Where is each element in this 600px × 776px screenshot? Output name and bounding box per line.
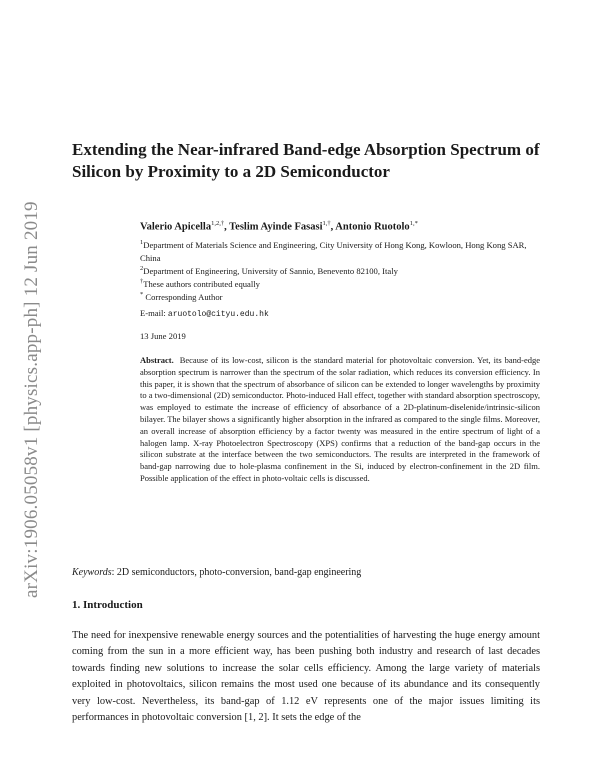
affiliation-text: Department of Materials Science and Engineering, City University of Hong Kong, Kowloon, Hong Kong SAR, China (140, 239, 527, 263)
affiliation-text: Department of Engineering, University of Sannio, Benevento 82100, Italy (143, 265, 398, 276)
paper-date: 13 June 2019 (140, 331, 186, 341)
introduction-paragraph: The need for inexpensive renewable energy sources and the potentialities of harvesting the huge energy amount coming from the sun in a more efficient way, has been pushing both industry and research of last decades towards finding new solutions to increase the solar cells efficiency. Among the large variety of materials exploited in photovoltaics, silicon remains the most used one because of its abundance and its consequently very low-cost. Nevertheless, its band-gap of 1.12 eV represents one of the major issues limiting its performances in photovoltaic conversion [1, 2]. It sets the edge of the (72, 630, 540, 724)
abstract-text: Because of its low-cost, silicon is the standard material for photovoltaic conversion. Yet, its band-edge absorption spectrum is narrower than the spectrum of the solar radiation, which reduces its conversion efficiency. In this paper, it is shown that the spectrum of absorbance of silicon can be extended to longer wavelengths by proximity to a two-dimensional (2D) semiconductor. Photo-induced Hall effect, together with standard absorption spectroscopy, was employed to estimate the increase of efficiency of absorbance of a 2D-platinum-diselenide/intrinsic-silicon bilayer. The bilayer shows a significantly higher absorption in the infrared as compared to the single films. Moreover, an overall increase of absorption efficiency by a factor twenty was measured in the entire spectrum of light of a halogen lamp. X-ray Photoelectron Spectroscopy (XPS) confirms that a reduction of the band-gap occurs in the silicon substrate at the interface between the two semiconductors. The results are interpreted in the framework of band-gap narrowing due to hole-plasma confinement in the Si, induced by electron-confinement in the 2D film. Possible application of the effect in photo-voltaic cells is discussed. (140, 355, 541, 483)
note-marker: * (140, 291, 144, 298)
note-text: Corresponding Author (143, 291, 223, 302)
email-label: E-mail: (140, 308, 168, 318)
author-name: Antonio Ruotolo (335, 221, 410, 233)
affiliation-marker: 2 (140, 265, 144, 272)
arxiv-identifier-sidebar: arXiv:1906.05058v1 [physics.app-ph] 12 Jun 2019 (21, 201, 42, 598)
keywords (72, 567, 542, 578)
author-separator: , (224, 221, 230, 233)
corresponding-author-note (140, 288, 540, 304)
note-marker: † (140, 278, 144, 285)
keywords-label: Keywords (72, 567, 112, 578)
author-affiliation-marker: 1,* (409, 220, 418, 227)
paper-title: Extending the Near-infrared Band-edge Absorption Spectrum of Silicon by Proximity to a 2D Semiconductor (72, 140, 540, 181)
affiliation-marker: 1 (140, 239, 144, 246)
author-affiliation-marker: 1,2,† (211, 220, 225, 227)
author-list (140, 220, 540, 233)
affiliation-1 (140, 236, 540, 265)
author-name: Teslim Ayinde Fasasi (229, 221, 323, 233)
author-affiliation-marker: 1,† (322, 220, 331, 227)
email-address: aruotolo@cityu.edu.hk (167, 310, 269, 319)
keywords-text: : 2D semiconductors, photo-conversion, band-gap engineering (111, 567, 362, 578)
abstract (140, 355, 540, 485)
abstract-label: Abstract. (140, 355, 174, 365)
email-line (140, 308, 269, 319)
author-name: Valerio Apicella (140, 221, 212, 233)
author-separator: , (330, 221, 336, 233)
note-text: These authors contributed equally (143, 278, 260, 289)
section-heading-introduction: 1. Introduction (72, 599, 143, 611)
